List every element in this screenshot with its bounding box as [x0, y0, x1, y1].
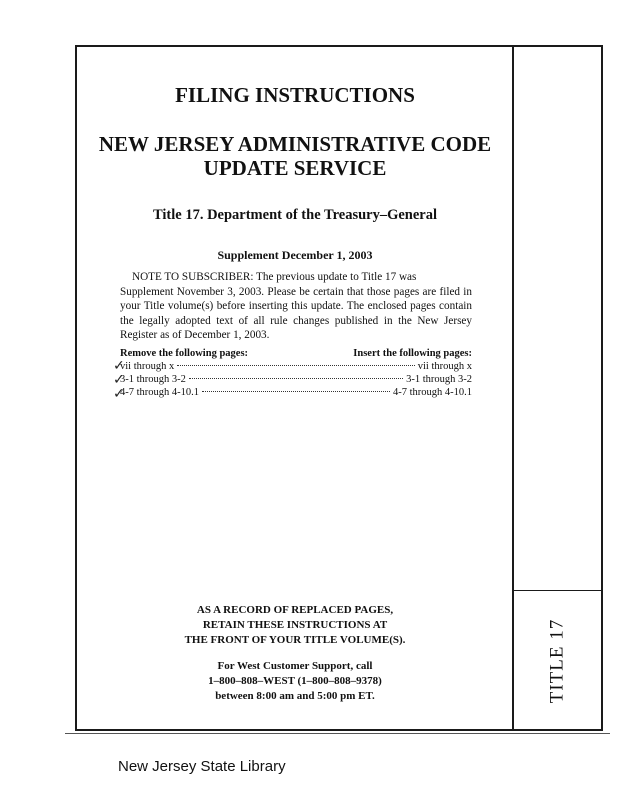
checkmark-icon: ✓ [113, 358, 125, 374]
support-line1: For West Customer Support, call [217, 660, 373, 672]
remove-cell: vii through x [120, 361, 175, 372]
leader-dots [202, 391, 390, 392]
title-tab-label: TITLE 17 [546, 618, 568, 704]
remove-header: Remove the following pages: [120, 348, 249, 359]
bottom-rule [65, 733, 610, 734]
title-tab [512, 590, 603, 731]
insert-cell: vii through x [417, 361, 472, 372]
insert-cell: 3-1 through 3-2 [406, 374, 472, 385]
table-row [120, 374, 472, 387]
support-hours: between 8:00 am and 5:00 pm ET. [215, 690, 375, 702]
note-first-line: NOTE TO SUBSCRIBER: The previous update to Title 17 was [132, 271, 417, 283]
pages-table [120, 361, 472, 400]
checkmark-icon: ✓ [113, 386, 125, 402]
page-title: FILING INSTRUCTIONS [175, 83, 415, 107]
subscriber-note [120, 270, 472, 343]
code-title-line2: UPDATE SERVICE [203, 156, 387, 180]
code-title [80, 132, 510, 180]
customer-support [140, 659, 450, 704]
leader-dots [177, 365, 415, 366]
record-notice [140, 603, 450, 648]
remove-cell: 3-1 through 3-2 [120, 374, 186, 385]
subject-heading: Title 17. Department of the Treasury–General [152, 207, 438, 223]
supplement-heading: Supplement December 1, 2003 [217, 248, 373, 262]
insert-cell: 4-7 through 4-10.1 [392, 387, 472, 398]
record-line1: AS A RECORD OF REPLACED PAGES, [196, 604, 394, 616]
insert-header: Insert the following pages: [353, 348, 472, 359]
table-row [120, 387, 472, 400]
library-stamp: New Jersey State Library [118, 758, 286, 775]
record-line2: RETAIN THESE INSTRUCTIONS AT [202, 619, 388, 631]
checkmark-icon: ✓ [113, 372, 125, 388]
remove-cell: 4-7 through 4-10.1 [120, 387, 200, 398]
record-line3: THE FRONT OF YOUR TITLE VOLUME(S). [184, 634, 406, 646]
leader-dots [189, 378, 403, 379]
code-title-line1: NEW JERSEY ADMINISTRATIVE CODE [98, 132, 492, 156]
table-row [120, 361, 472, 374]
support-phone: 1–800–808–WEST (1–800–808–9378) [208, 675, 382, 687]
pages-table-header [120, 348, 472, 359]
note-body: Supplement November 3, 2003. Please be certain that those pages are filed in your Title volume(s) before inserting this update. The enclosed pages contain the legally adopted text of all rule changes published in the New Jersey Register as of December 1, 2003. [120, 285, 472, 341]
